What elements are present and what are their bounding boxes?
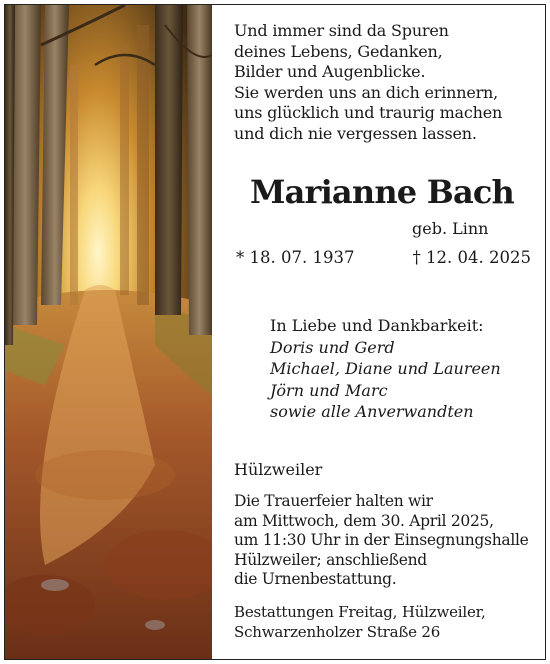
mourner-name: Doris und Gerd	[270, 337, 395, 357]
memorial-poem: Und immer sind da Spuren deines Lebens, Gedanken, Bilder und Augenblicke. Sie werden uns an dich erinnern, uns glücklich und traurig machen und dich nie vergessen lassen.	[234, 21, 503, 143]
deceased-name: Marianne Bach	[249, 173, 515, 211]
obituary-card	[4, 4, 546, 660]
undertaker-info: Bestattungen Freitag, Hülzweiler, Schwarzenholzer Straße 26	[234, 603, 486, 641]
mourners-block	[270, 315, 501, 423]
mourner-name: sowie alle Anverwandten	[270, 402, 474, 421]
birth-date: * 18. 07. 1937	[236, 248, 355, 267]
ceremony-info: Die Trauerfeier halten wir am Mittwoch, dem 30. April 2025, um 11:30 Uhr in der Einsegnungshalle Hülzweiler; anschließend die Urnenbestattung.	[234, 492, 529, 588]
place-name: Hülzweiler	[234, 460, 323, 479]
mourner-name: Michael, Diane und Laureen	[270, 359, 501, 378]
birth-name: geb. Linn	[412, 219, 489, 238]
mourners-heading: In Liebe und Dankbarkeit:	[270, 316, 484, 335]
mourner-name: Jörn und Marc	[270, 380, 388, 400]
forest-path-image	[5, 5, 212, 659]
text-column	[212, 5, 545, 659]
life-dates	[236, 248, 531, 267]
death-date: † 12. 04. 2025	[412, 248, 531, 267]
